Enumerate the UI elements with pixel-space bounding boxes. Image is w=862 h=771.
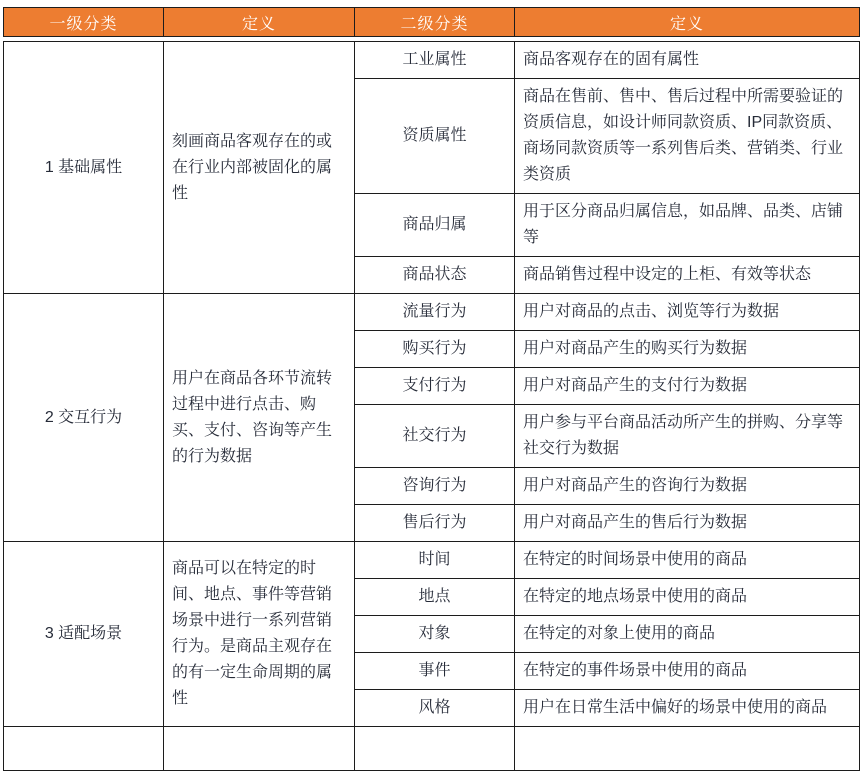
- level2-definition-cell: 在特定的地点场景中使用的商品: [515, 579, 860, 616]
- level2-definition-cell: 用户参与平台商品活动所产生的拼购、分享等社交行为数据: [515, 405, 860, 468]
- level2-definition-cell: 用户在日常生活中偏好的场景中使用的商品: [515, 690, 860, 727]
- empty-cell: [355, 727, 515, 771]
- level2-definition-cell: 在特定的时间场景中使用的商品: [515, 542, 860, 579]
- table-row: [4, 294, 860, 331]
- level2-category-cell: 售后行为: [355, 505, 515, 542]
- level2-category-cell: 商品归属: [355, 194, 515, 257]
- level2-category-cell: 工业属性: [355, 42, 515, 79]
- level2-definition-cell: 商品客观存在的固有属性: [515, 42, 860, 79]
- level2-category-cell: 咨询行为: [355, 468, 515, 505]
- level2-category-cell: 社交行为: [355, 405, 515, 468]
- level2-definition-cell: 用户对商品的点击、浏览等行为数据: [515, 294, 860, 331]
- level2-category-cell: 资质属性: [355, 79, 515, 194]
- level2-category-cell: 流量行为: [355, 294, 515, 331]
- level1-category-cell: 2 交互行为: [4, 294, 164, 542]
- level2-definition-cell: 商品在售前、售中、售后过程中所需要验证的资质信息，如设计师同款资质、IP同款资质、商场同款资质等一系列售后类、营销类、行业类资质: [515, 79, 860, 194]
- header-level2-definition: 定义: [515, 8, 860, 37]
- header-level2-category: 二级分类: [355, 8, 515, 37]
- section-adaptation-scenarios: [4, 542, 860, 727]
- level1-definition-cell: 刻画商品客观存在的或在行业内部被固化的属性: [164, 42, 355, 294]
- table-row-truncated: [4, 727, 860, 771]
- level1-category-cell: 1 基础属性: [4, 42, 164, 294]
- classification-table-header: [3, 7, 860, 37]
- header-level1-definition: 定义: [164, 8, 355, 37]
- level2-definition-cell: 在特定的事件场景中使用的商品: [515, 653, 860, 690]
- level2-category-cell: 风格: [355, 690, 515, 727]
- empty-cell: [515, 727, 860, 771]
- table-row: [4, 542, 860, 579]
- level1-definition-cell: 用户在商品各环节流转过程中进行点击、购买、支付、咨询等产生的行为数据: [164, 294, 355, 542]
- level2-category-cell: 事件: [355, 653, 515, 690]
- level2-definition-cell: 用户对商品产生的咨询行为数据: [515, 468, 860, 505]
- level2-definition-cell: 用户对商品产生的售后行为数据: [515, 505, 860, 542]
- classification-table-body: [3, 41, 860, 771]
- level2-category-cell: 对象: [355, 616, 515, 653]
- section-truncated: [4, 727, 860, 771]
- header-row: [4, 8, 860, 37]
- level2-category-cell: 地点: [355, 579, 515, 616]
- table-row: [4, 42, 860, 79]
- empty-cell: [164, 727, 355, 771]
- level2-category-cell: 时间: [355, 542, 515, 579]
- level2-category-cell: 支付行为: [355, 368, 515, 405]
- level2-definition-cell: 在特定的对象上使用的商品: [515, 616, 860, 653]
- level2-category-cell: 商品状态: [355, 257, 515, 294]
- level1-definition-cell: 商品可以在特定的时间、地点、事件等营销场景中进行一系列营销行为。是商品主观存在的有一定生命周期的属性: [164, 542, 355, 727]
- level2-category-cell: 购买行为: [355, 331, 515, 368]
- level2-definition-cell: 用于区分商品归属信息，如品牌、品类、店铺等: [515, 194, 860, 257]
- level2-definition-cell: 商品销售过程中设定的上柜、有效等状态: [515, 257, 860, 294]
- section-interaction-behaviors: [4, 294, 860, 542]
- level2-definition-cell: 用户对商品产生的支付行为数据: [515, 368, 860, 405]
- section-basic-attributes: [4, 42, 860, 294]
- level1-category-cell: 3 适配场景: [4, 542, 164, 727]
- empty-cell: [4, 727, 164, 771]
- header-level1-category: 一级分类: [4, 8, 164, 37]
- level2-definition-cell: 用户对商品产生的购买行为数据: [515, 331, 860, 368]
